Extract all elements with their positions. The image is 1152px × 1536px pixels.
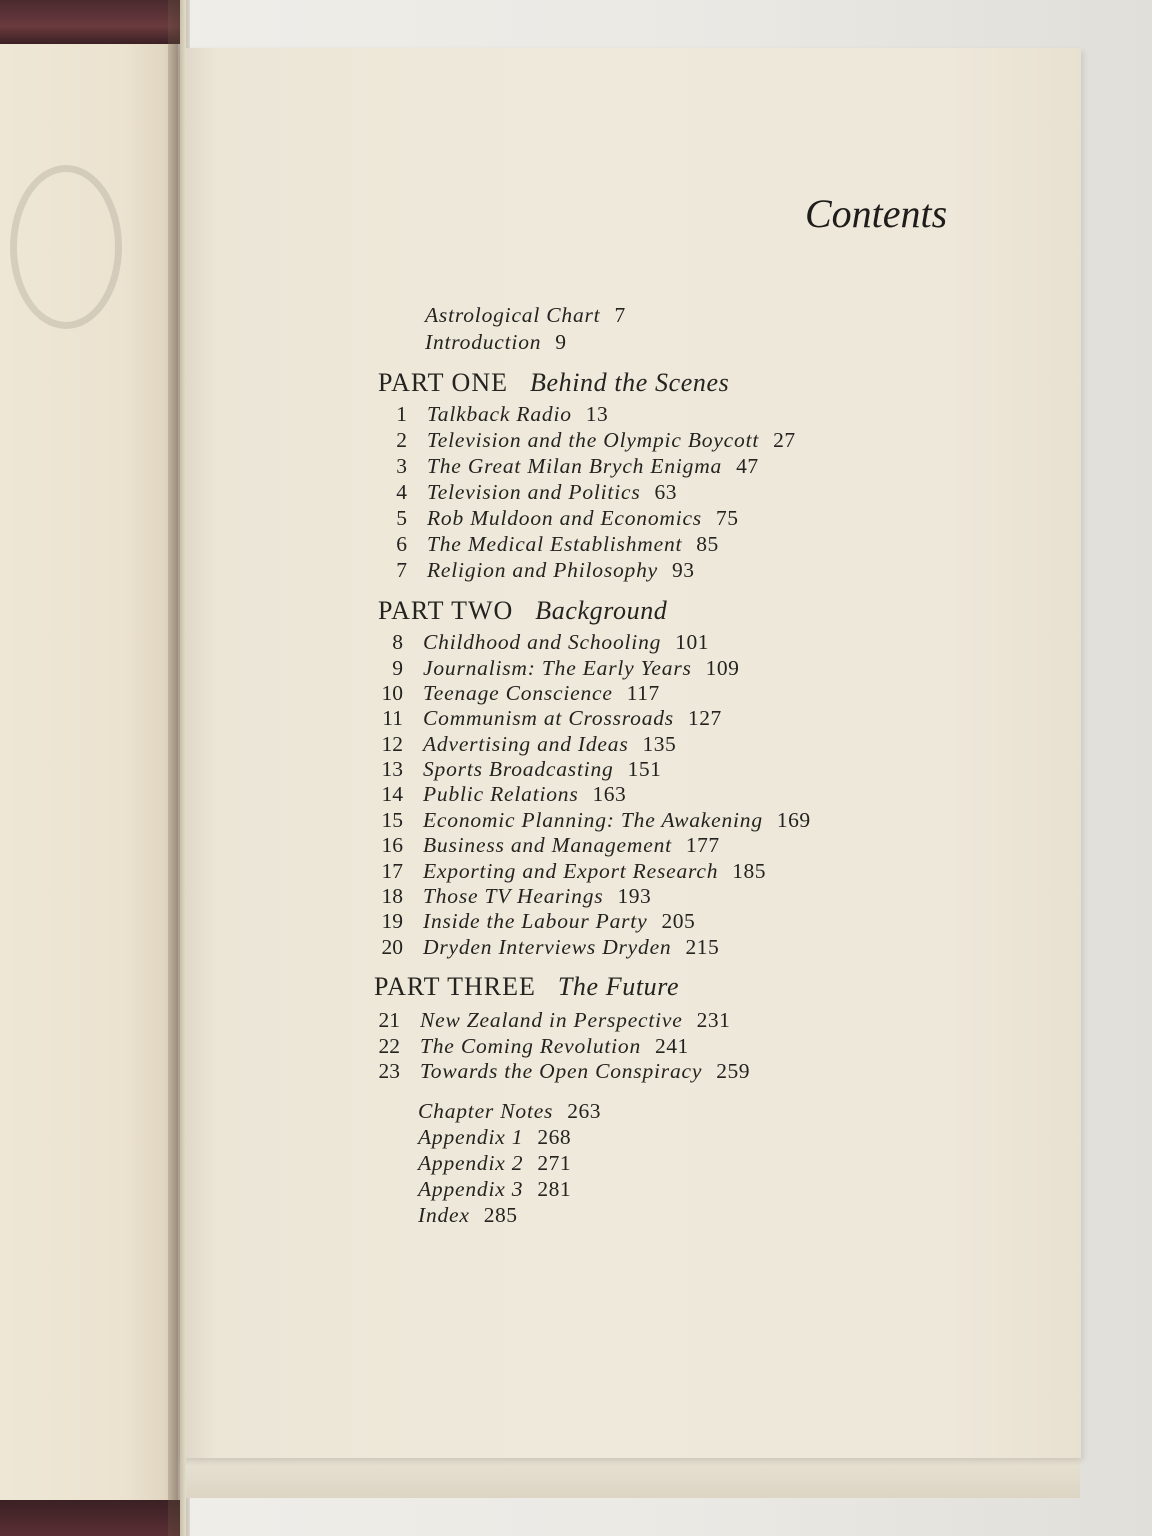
chapter-number: 17 <box>381 859 403 883</box>
entry-title: Talkback Radio <box>427 402 572 426</box>
entry-page-number: 27 <box>773 428 796 452</box>
back-matter-entry <box>418 1098 601 1124</box>
back-matter-entry <box>418 1176 571 1202</box>
chapter-entry <box>381 832 720 858</box>
back-matter-entry <box>418 1124 571 1150</box>
chapter-entry <box>378 1058 750 1084</box>
entry-page-number: 75 <box>715 506 739 530</box>
chapter-number: 9 <box>392 656 403 680</box>
chapter-entry <box>381 807 811 833</box>
entry-page-number: 93 <box>672 558 695 582</box>
chapter-entry <box>381 781 627 807</box>
page-title: Contents <box>805 191 948 236</box>
chapter-entry <box>381 934 720 960</box>
part-heading <box>374 972 679 1002</box>
chapter-entry <box>396 479 677 505</box>
entry-page-number: 85 <box>696 532 719 556</box>
entry-title: Appendix 2 <box>418 1151 524 1175</box>
chapter-number: 6 <box>396 532 407 556</box>
entry-page-number: 271 <box>537 1151 572 1175</box>
chapter-entry <box>378 1007 731 1033</box>
part-subtitle: Behind the Scenes <box>529 368 730 397</box>
chapter-number: 21 <box>378 1008 400 1032</box>
entry-page-number: 263 <box>567 1099 601 1123</box>
chapter-entry <box>396 453 759 479</box>
entry-page-number: 285 <box>483 1203 518 1227</box>
entry-title: Inside the Labour Party <box>423 909 648 933</box>
chapter-number: 20 <box>381 935 403 959</box>
entry-title: Childhood and Schooling <box>423 630 662 654</box>
entry-page-number: 135 <box>642 732 677 756</box>
entry-title: New Zealand in Perspective <box>420 1008 683 1032</box>
entry-title: Public Relations <box>423 782 579 806</box>
chapter-number: 10 <box>381 681 403 705</box>
entry-title: Astrological Chart <box>425 303 601 327</box>
chapter-number: 15 <box>381 808 403 832</box>
entry-page-number: 185 <box>732 859 767 883</box>
entry-title: Those TV Hearings <box>423 884 604 908</box>
entry-page-number: 151 <box>627 757 662 781</box>
entry-page-number: 268 <box>537 1125 572 1149</box>
part-label: PART ONE <box>378 368 508 397</box>
entry-title: Television and Politics <box>427 480 641 504</box>
entry-page-number: 117 <box>626 681 660 705</box>
entry-page-number: 47 <box>736 454 759 478</box>
chapter-number: 5 <box>396 506 407 530</box>
chapter-entry <box>396 505 739 531</box>
entry-page-number: 259 <box>716 1059 750 1083</box>
chapter-number: 4 <box>396 480 407 504</box>
chapter-number: 14 <box>381 782 403 806</box>
chapter-entry <box>392 629 709 655</box>
entry-title: Rob Muldoon and Economics <box>427 506 702 530</box>
entry-title: Appendix 3 <box>418 1177 524 1201</box>
entry-page-number: 9 <box>555 330 567 354</box>
chapter-number: 3 <box>396 454 407 478</box>
chapter-number: 18 <box>381 884 403 908</box>
chapter-entry <box>381 883 652 909</box>
entry-title: Exporting and Export Research <box>423 859 719 883</box>
chapter-number: 23 <box>378 1059 400 1083</box>
back-matter-entry <box>418 1202 518 1228</box>
chapter-entry <box>381 731 677 757</box>
entry-page-number: 127 <box>687 706 722 730</box>
entry-title: Communism at Crossroads <box>423 706 674 730</box>
entry-page-number: 109 <box>705 656 740 680</box>
chapter-number: 12 <box>381 732 403 756</box>
chapter-entry <box>392 655 740 681</box>
entry-title: Television and the Olympic Boycott <box>427 428 760 452</box>
chapter-entry <box>396 401 609 427</box>
entry-page-number: 163 <box>592 782 627 806</box>
chapter-number: 13 <box>381 757 403 781</box>
entry-page-number: 281 <box>537 1177 572 1201</box>
entry-page-number: 177 <box>685 833 720 857</box>
chapter-number: 22 <box>378 1034 400 1058</box>
entry-page-number: 7 <box>614 303 626 327</box>
part-label: PART TWO <box>378 596 514 625</box>
front-matter-entry <box>425 329 567 355</box>
entry-title: Appendix 1 <box>418 1125 524 1149</box>
chapter-number: 2 <box>396 428 407 452</box>
entry-title: Religion and Philosophy <box>427 558 658 582</box>
part-heading <box>378 368 729 398</box>
entry-title: Journalism: The Early Years <box>423 656 692 680</box>
entry-title: Introduction <box>425 330 542 354</box>
chapter-number: 19 <box>381 909 403 933</box>
entry-page-number: 63 <box>654 480 677 504</box>
entry-title: Sports Broadcasting <box>423 757 614 781</box>
entry-title: Economic Planning: The Awakening <box>423 808 763 832</box>
entry-page-number: 193 <box>617 884 652 908</box>
entry-page-number: 169 <box>776 808 811 832</box>
chapter-number: 16 <box>381 833 403 857</box>
entry-page-number: 231 <box>696 1008 731 1032</box>
chapter-entry <box>378 1033 689 1059</box>
chapter-entry <box>381 680 660 706</box>
chapter-number: 1 <box>396 402 407 426</box>
entry-page-number: 101 <box>675 630 709 654</box>
back-matter-entry <box>418 1150 571 1176</box>
chapter-entry <box>381 858 767 884</box>
entry-title: Business and Management <box>423 833 672 857</box>
entry-page-number: 241 <box>655 1034 689 1058</box>
chapter-entry <box>396 557 695 583</box>
part-heading <box>378 596 667 626</box>
chapter-entry <box>396 531 719 557</box>
front-matter-entry <box>425 302 626 328</box>
entry-title: Towards the Open Conspiracy <box>420 1059 703 1083</box>
chapter-entry <box>396 427 796 453</box>
part-subtitle: Background <box>535 596 668 625</box>
chapter-number: 8 <box>392 630 403 654</box>
chapter-entry <box>381 908 696 934</box>
entry-title: The Coming Revolution <box>420 1034 642 1058</box>
chapter-number: 11 <box>382 706 403 730</box>
part-subtitle: The Future <box>557 972 680 1001</box>
part-label: PART THREE <box>374 972 536 1001</box>
entry-title: Index <box>418 1203 470 1227</box>
entry-title: Advertising and Ideas <box>423 732 629 756</box>
entry-title: The Great Milan Brych Enigma <box>427 454 723 478</box>
chapter-number: 7 <box>396 558 407 582</box>
entry-page-number: 205 <box>661 909 696 933</box>
entry-page-number: 13 <box>585 402 609 426</box>
entry-page-number: 215 <box>685 935 720 959</box>
entry-title: The Medical Establishment <box>427 532 683 556</box>
entry-title: Dryden Interviews Dryden <box>423 935 672 959</box>
chapter-entry <box>382 705 722 731</box>
entry-title: Chapter Notes <box>418 1099 554 1123</box>
entry-title: Teenage Conscience <box>423 681 613 705</box>
chapter-entry <box>381 756 662 782</box>
